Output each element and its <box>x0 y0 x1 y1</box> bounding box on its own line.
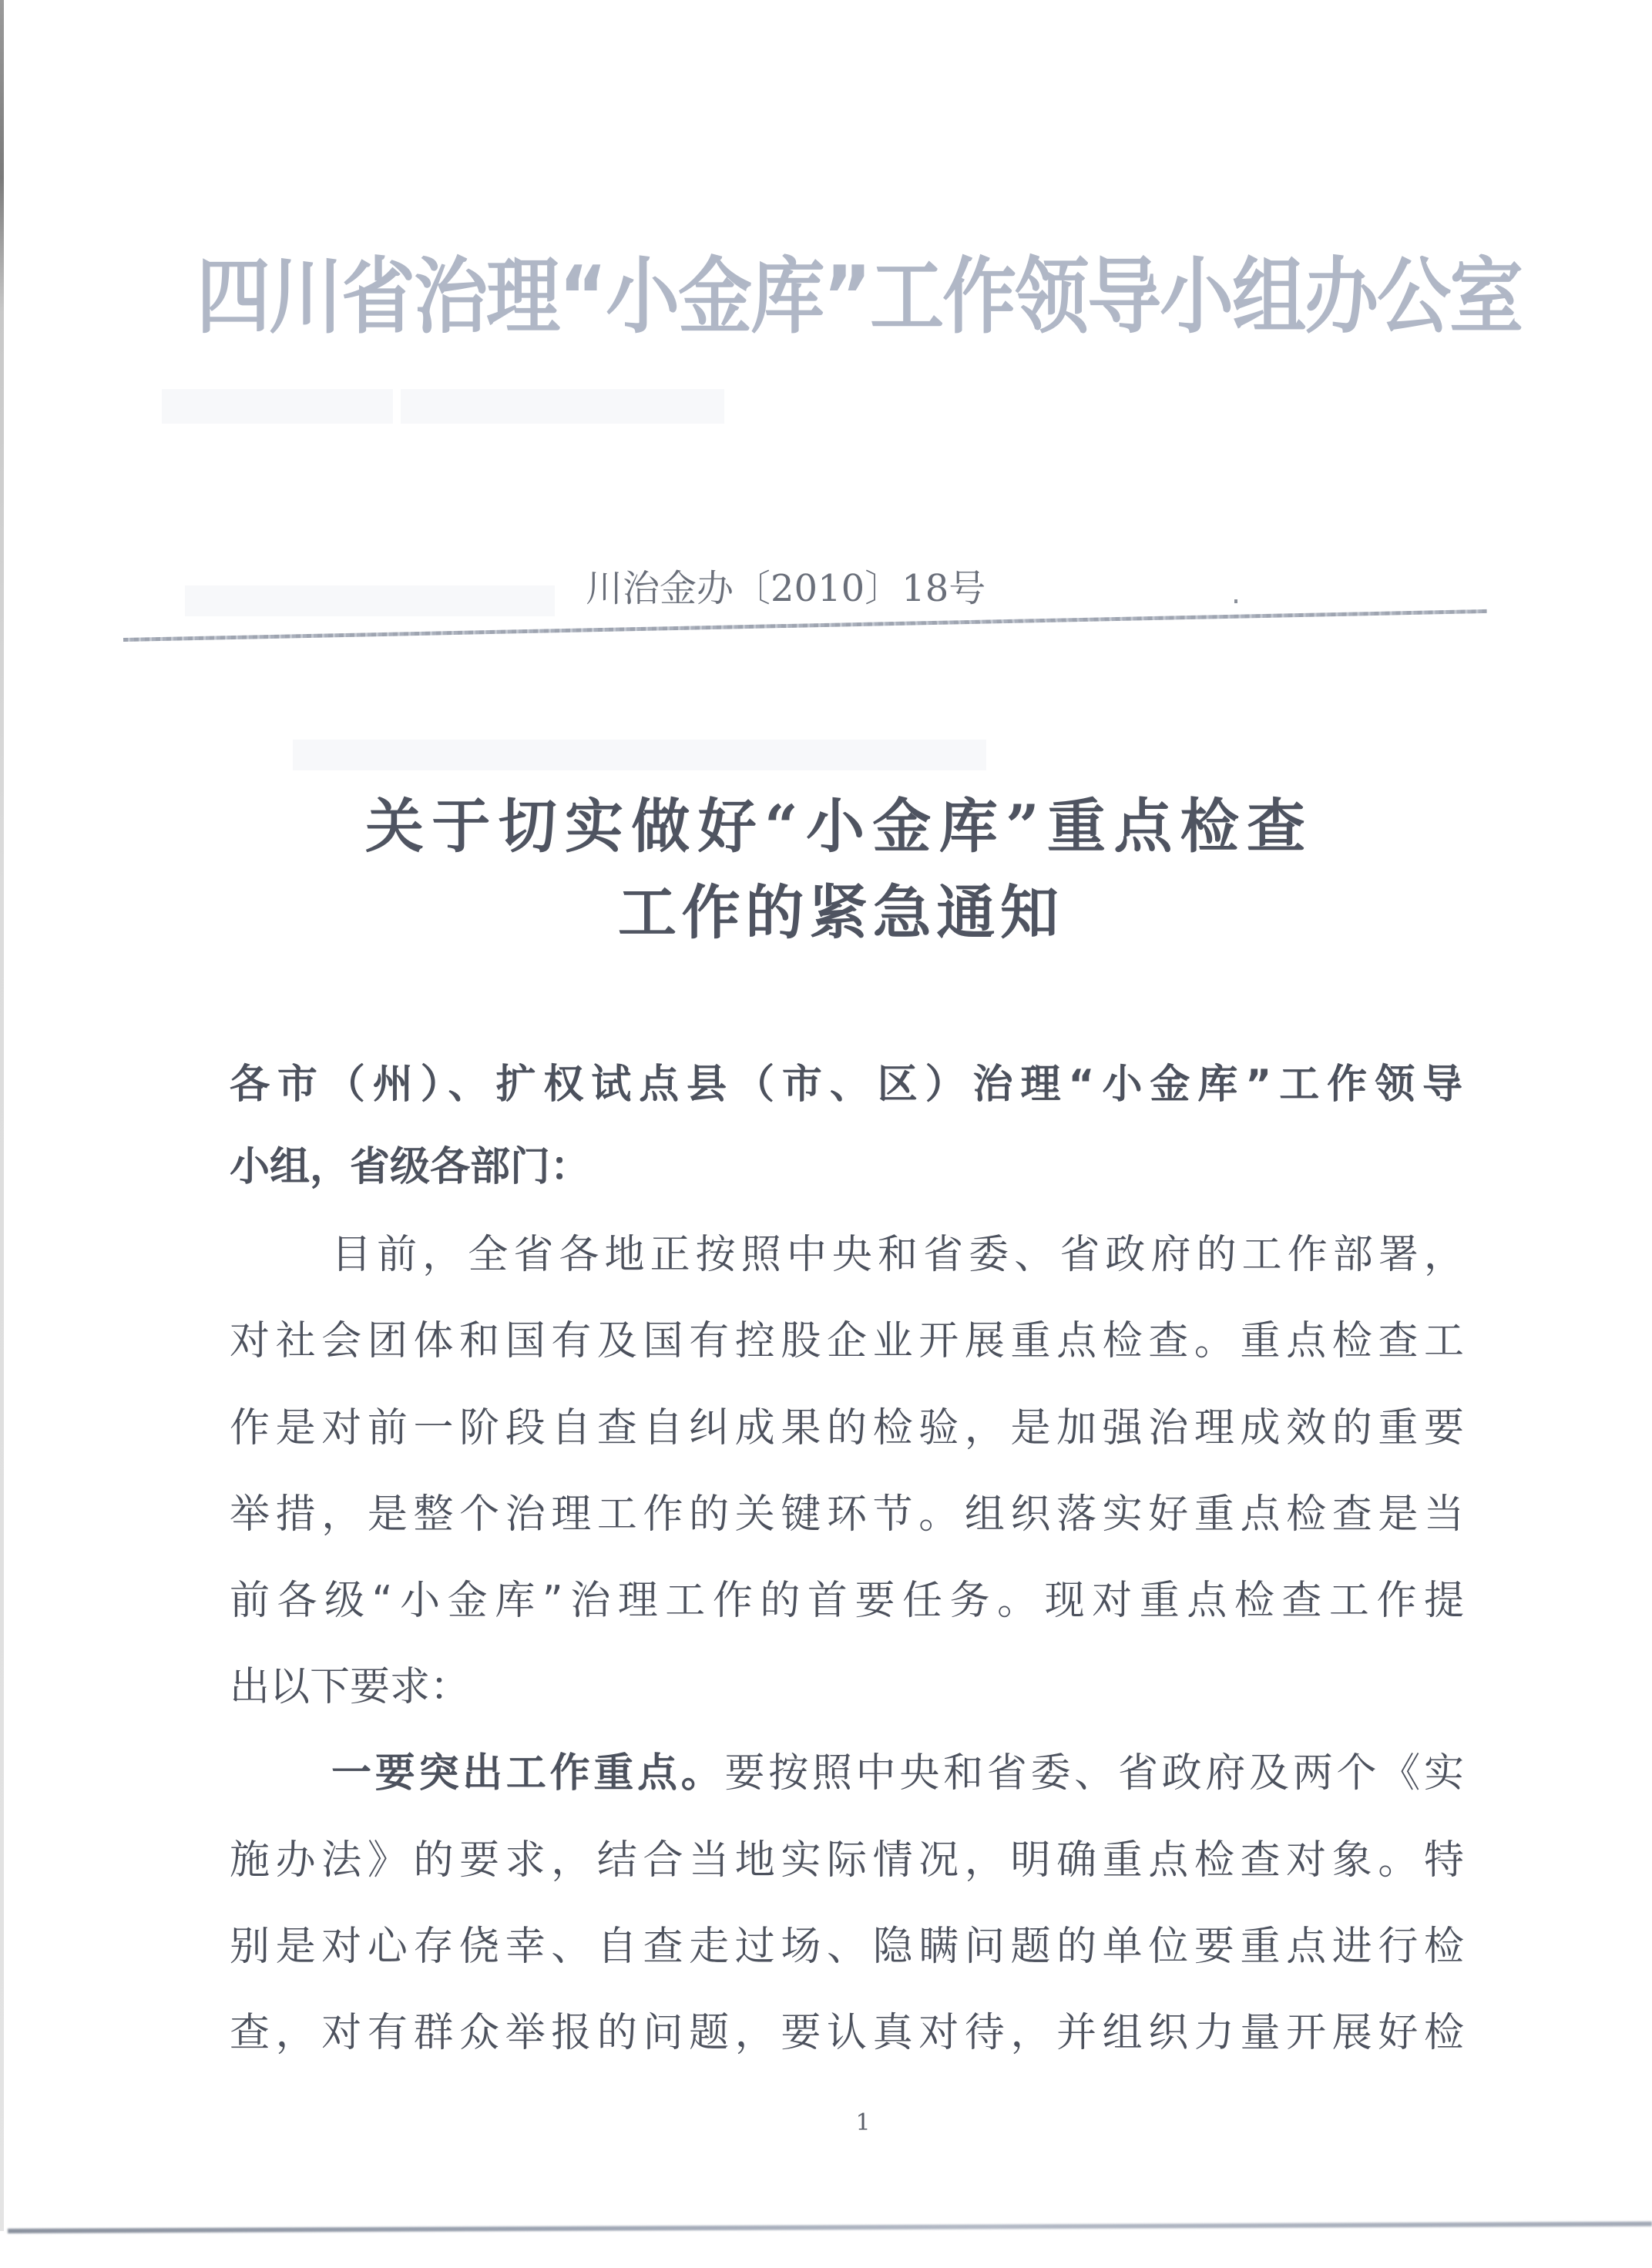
document-title-line-2: 工作的紧急通知 <box>618 878 1059 947</box>
document-number: 川治金办〔2010〕18号 <box>586 567 986 610</box>
bleed-through-mark <box>293 740 986 770</box>
body-line: 施办法》的要求，结合当地实际情况，明确重点检查对象。特 <box>230 1837 1464 1884</box>
page-bottom-edge <box>8 2222 1652 2233</box>
point-1-heading: 一要突出工作重点。 <box>331 1750 725 1797</box>
body-line: 对社会团体和国有及国有控股企业开展重点检查。重点检查工 <box>230 1318 1464 1364</box>
page-left-edge-shadow <box>0 0 4 2231</box>
body-line: 出以下要求： <box>230 1664 471 1710</box>
body-line: 目前，全省各地正按照中央和省委、省政府的工作部署， <box>331 1232 1464 1278</box>
page-number: 1 <box>855 2109 871 2136</box>
point-1-first-line-text: 要按照中央和省委、省政府及两个《实 <box>724 1750 1464 1797</box>
addressee-line-2: 小组，省级各部门： <box>230 1144 591 1190</box>
issuing-office-header: 四川省治理“小金库”工作领导小组办公室 <box>196 248 1523 345</box>
body-line: 查，对有群众举报的问题，要认真对待，并组织力量开展好检 <box>230 2010 1464 2056</box>
addressee-line-1: 各市（州）、扩权试点县（市、区）治理“小金库”工作领导 <box>230 1062 1462 1108</box>
stray-mark <box>1234 599 1237 603</box>
document-title-line-1: 关于切实做好“小金库”重点检查 <box>365 792 1305 861</box>
body-line: 别是对心存侥幸、自查走过场、隐瞒问题的单位要重点进行检 <box>230 1924 1464 1970</box>
bleed-through-mark <box>401 389 724 424</box>
body-line: 前各级“小金库”治理工作的首要任务。现对重点检查工作提 <box>230 1578 1464 1624</box>
body-line: 举措，是整个治理工作的关键环节。组织落实好重点检查是当 <box>230 1491 1464 1538</box>
bleed-through-mark <box>162 389 393 424</box>
body-line: 作是对前一阶段自查自纠成果的检验，是加强治理成效的重要 <box>230 1405 1464 1451</box>
point-1-first-line <box>331 1746 1464 1800</box>
bleed-through-mark <box>185 585 555 616</box>
